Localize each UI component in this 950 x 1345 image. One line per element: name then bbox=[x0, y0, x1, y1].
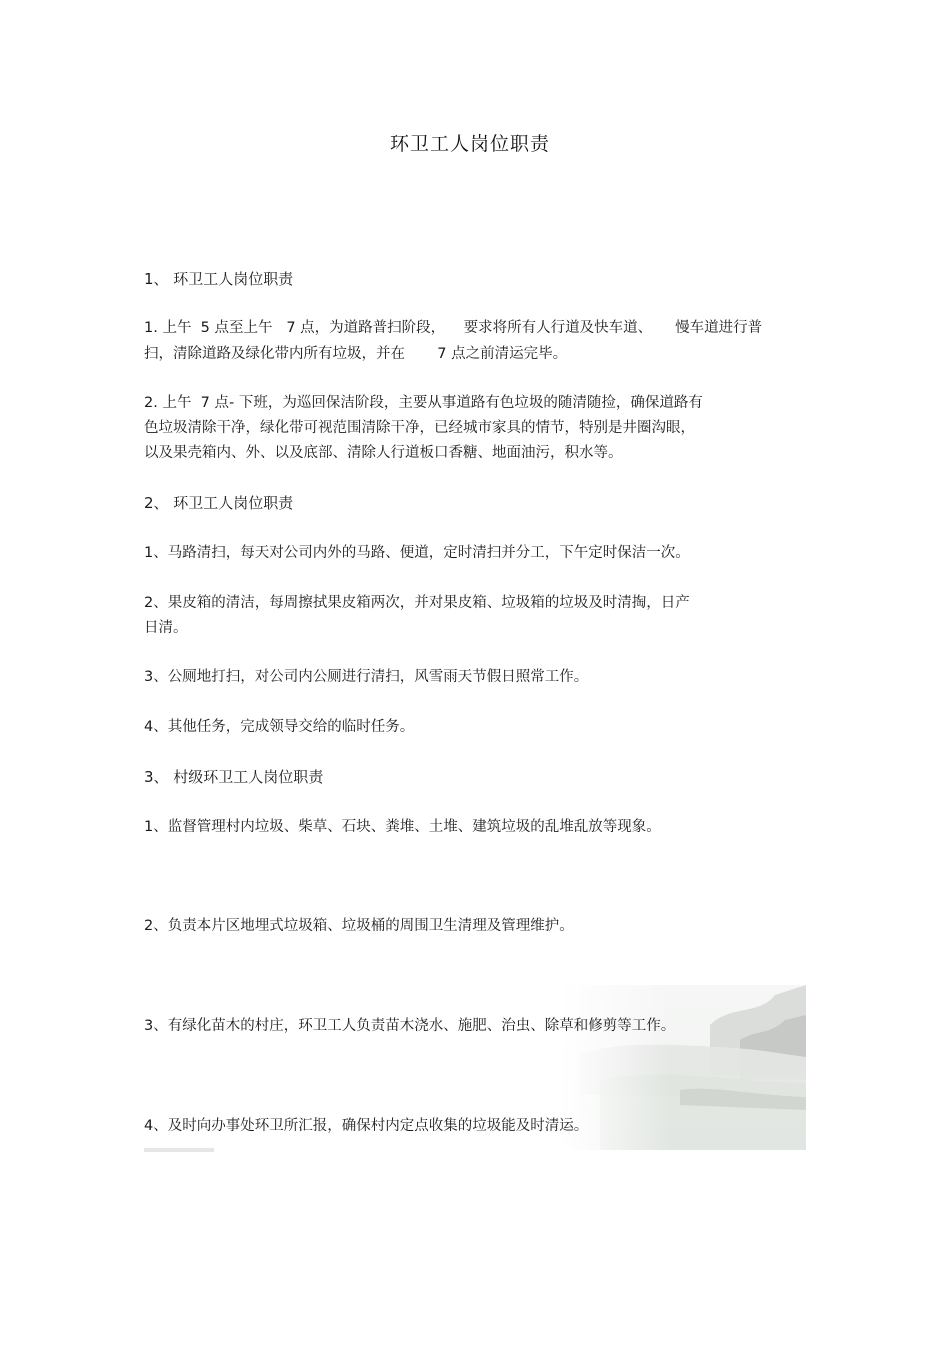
section-2-item-4: 4、其他任务，完成领导交给的临时任务。 bbox=[144, 719, 415, 735]
section-3-item-2: 2、负责本片区地埋式垃圾箱、垃圾桶的周围卫生清理及管理维护。 bbox=[144, 918, 574, 934]
section-3-item-1: 1、监督管理村内垃圾、柴草、石块、粪堆、土堆、建筑垃圾的乱堆乱放等现象。 bbox=[144, 819, 661, 835]
section-2-heading: 2、 环卫工人岗位职责 bbox=[144, 494, 294, 512]
section-1-paragraph-2-line-2: 色垃圾清除干净，绿化带可视范围清除干净，已经城市家具的情节，特别是井圈沟眼， bbox=[144, 420, 695, 436]
decorative-landscape-image bbox=[560, 985, 806, 1150]
faint-watermark-mark bbox=[144, 1145, 264, 1155]
section-2-item-2-line-2: 日清。 bbox=[144, 620, 188, 636]
section-2-item-1: 1、马路清扫，每天对公司内外的马路、便道，定时清扫并分工，下午定时保洁一次。 bbox=[144, 545, 690, 561]
section-1-paragraph-2-line-3: 以及果壳箱内、外、以及底部、清除人行道板口香糖、地面油污，积水等。 bbox=[144, 445, 623, 461]
section-3-item-3: 3、有绿化苗木的村庄，环卫工人负责苗木浇水、施肥、治虫、除草和修剪等工作。 bbox=[144, 1018, 676, 1034]
section-3-heading: 3、 村级环卫工人岗位职责 bbox=[144, 768, 324, 786]
section-3-item-4: 4、及时向办事处环卫所汇报，确保村内定点收集的垃圾能及时清运。 bbox=[144, 1118, 589, 1134]
section-2-item-2-line-1: 2、果皮箱的清洁，每周擦拭果皮箱两次，并对果皮箱、垃圾箱的垃圾及时清掏，日产 bbox=[144, 595, 690, 611]
section-1-paragraph-2-line-1: 2. 上午 7 点- 下班，为巡回保洁阶段，主要从事道路有色垃圾的随清随捡，确保道路有 bbox=[144, 395, 703, 411]
section-1-heading: 1、 环卫工人岗位职责 bbox=[144, 270, 294, 288]
section-1-paragraph-1-line-2: 扫，清除道路及绿化带内所有垃圾，并在 7 点之前清运完毕。 bbox=[144, 346, 568, 362]
section-1-paragraph-1-line-1: 1. 上午 5 点至上午 7 点，为道路普扫阶段， 要求将所有人行道及快车道、 慢车道进行普 bbox=[144, 320, 763, 336]
document-title: 环卫工人岗位职责 bbox=[389, 133, 550, 155]
section-2-item-3: 3、公厕地打扫，对公司内公厕进行清扫，风雪雨天节假日照常工作。 bbox=[144, 669, 589, 685]
